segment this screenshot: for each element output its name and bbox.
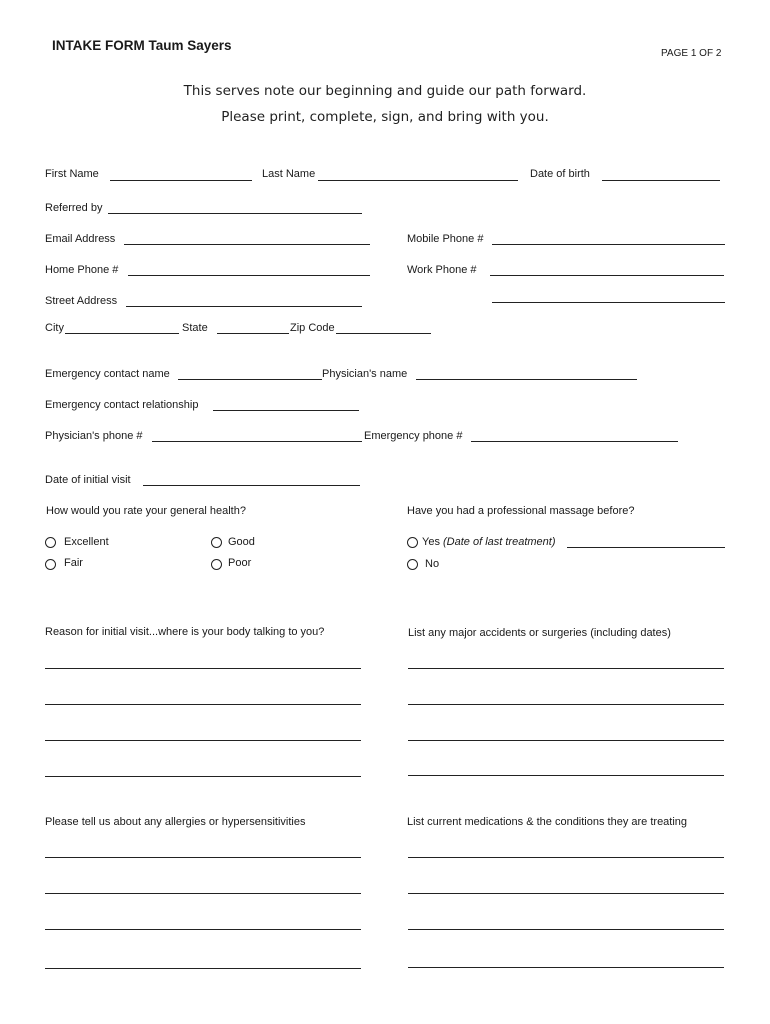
first-name-label: First Name	[45, 168, 99, 180]
accidents-line[interactable]	[408, 704, 724, 705]
dob-field[interactable]	[602, 180, 720, 181]
reason-line[interactable]	[45, 776, 361, 777]
city-label: City	[45, 322, 64, 334]
state-label: State	[182, 322, 208, 334]
work-phone-label: Work Phone #	[407, 264, 477, 276]
option-fair-label: Fair	[64, 557, 83, 569]
physician-phone-label: Physician's phone #	[45, 430, 143, 442]
city-field[interactable]	[65, 333, 179, 334]
option-poor-label: Poor	[228, 557, 252, 569]
radio-excellent[interactable]	[45, 537, 56, 548]
massage-question: Have you had a professional massage before?	[407, 505, 635, 517]
referred-by-field[interactable]	[108, 213, 362, 214]
physician-phone-field[interactable]	[152, 441, 362, 442]
allergies-label: Please tell us about any allergies or hypersensitivities	[45, 816, 306, 828]
allergies-line[interactable]	[45, 857, 361, 858]
radio-fair[interactable]	[45, 559, 56, 570]
intro-line-2: Please print, complete, sign, and bring with you.	[221, 109, 549, 125]
health-question: How would you rate your general health?	[46, 505, 246, 517]
home-phone-label: Home Phone #	[45, 264, 119, 276]
reason-label: Reason for initial visit...where is your body talking to you?	[45, 626, 325, 638]
medications-line[interactable]	[408, 893, 724, 894]
emergency-relationship-field[interactable]	[213, 410, 359, 411]
form-title: INTAKE FORM Taum Sayers	[52, 38, 232, 53]
emergency-phone-field[interactable]	[471, 441, 678, 442]
massage-yes-text: Yes	[422, 536, 440, 548]
email-field[interactable]	[124, 244, 370, 245]
page-indicator: PAGE 1 OF 2	[661, 48, 722, 59]
accidents-label: List any major accidents or surgeries (including dates)	[408, 627, 671, 639]
reason-line[interactable]	[45, 704, 361, 705]
street-field-line-2[interactable]	[492, 302, 725, 303]
home-phone-field[interactable]	[128, 275, 370, 276]
physician-name-field[interactable]	[416, 379, 637, 380]
accidents-line[interactable]	[408, 775, 724, 776]
allergies-line[interactable]	[45, 968, 361, 969]
medications-line[interactable]	[408, 929, 724, 930]
street-label: Street Address	[45, 295, 118, 307]
radio-massage-yes[interactable]	[407, 537, 418, 548]
intro-line-1: This serves note our beginning and guide our path forward.	[183, 83, 587, 99]
mobile-phone-field[interactable]	[492, 244, 725, 245]
last-treatment-date-field[interactable]	[567, 547, 725, 548]
last-name-label: Last Name	[262, 168, 316, 180]
initial-visit-label: Date of initial visit	[45, 474, 131, 486]
radio-massage-no[interactable]	[407, 559, 418, 570]
option-excellent-label: Excellent	[64, 536, 109, 548]
accidents-line[interactable]	[408, 668, 724, 669]
initial-visit-field[interactable]	[143, 485, 360, 486]
mobile-phone-label: Mobile Phone #	[407, 233, 484, 245]
referred-by-label: Referred by	[45, 202, 103, 214]
physician-name-label: Physician's name	[322, 368, 408, 380]
email-label: Email Address	[45, 233, 116, 245]
medications-line[interactable]	[408, 857, 724, 858]
emergency-phone-label: Emergency phone #	[364, 430, 463, 442]
radio-good[interactable]	[211, 537, 222, 548]
allergies-line[interactable]	[45, 893, 361, 894]
radio-poor[interactable]	[211, 559, 222, 570]
first-name-field[interactable]	[110, 180, 252, 181]
work-phone-field[interactable]	[490, 275, 724, 276]
emergency-name-field[interactable]	[178, 379, 322, 380]
last-name-field[interactable]	[318, 180, 518, 181]
emergency-relationship-label: Emergency contact relationship	[45, 399, 199, 411]
reason-line[interactable]	[45, 740, 361, 741]
massage-yes-note: (Date of last treatment)	[443, 536, 556, 548]
massage-no-label: No	[425, 558, 440, 570]
state-field[interactable]	[217, 333, 289, 334]
street-field[interactable]	[126, 306, 362, 307]
option-good-label: Good	[228, 536, 255, 548]
accidents-line[interactable]	[408, 740, 724, 741]
dob-label: Date of birth	[530, 168, 590, 180]
massage-yes-label	[422, 536, 556, 549]
emergency-name-label: Emergency contact name	[45, 368, 170, 380]
zip-label: Zip Code	[290, 322, 335, 334]
reason-line[interactable]	[45, 668, 361, 669]
zip-field[interactable]	[336, 333, 431, 334]
medications-label: List current medications & the conditions they are treating	[407, 816, 688, 828]
medications-line[interactable]	[408, 967, 724, 968]
allergies-line[interactable]	[45, 929, 361, 930]
